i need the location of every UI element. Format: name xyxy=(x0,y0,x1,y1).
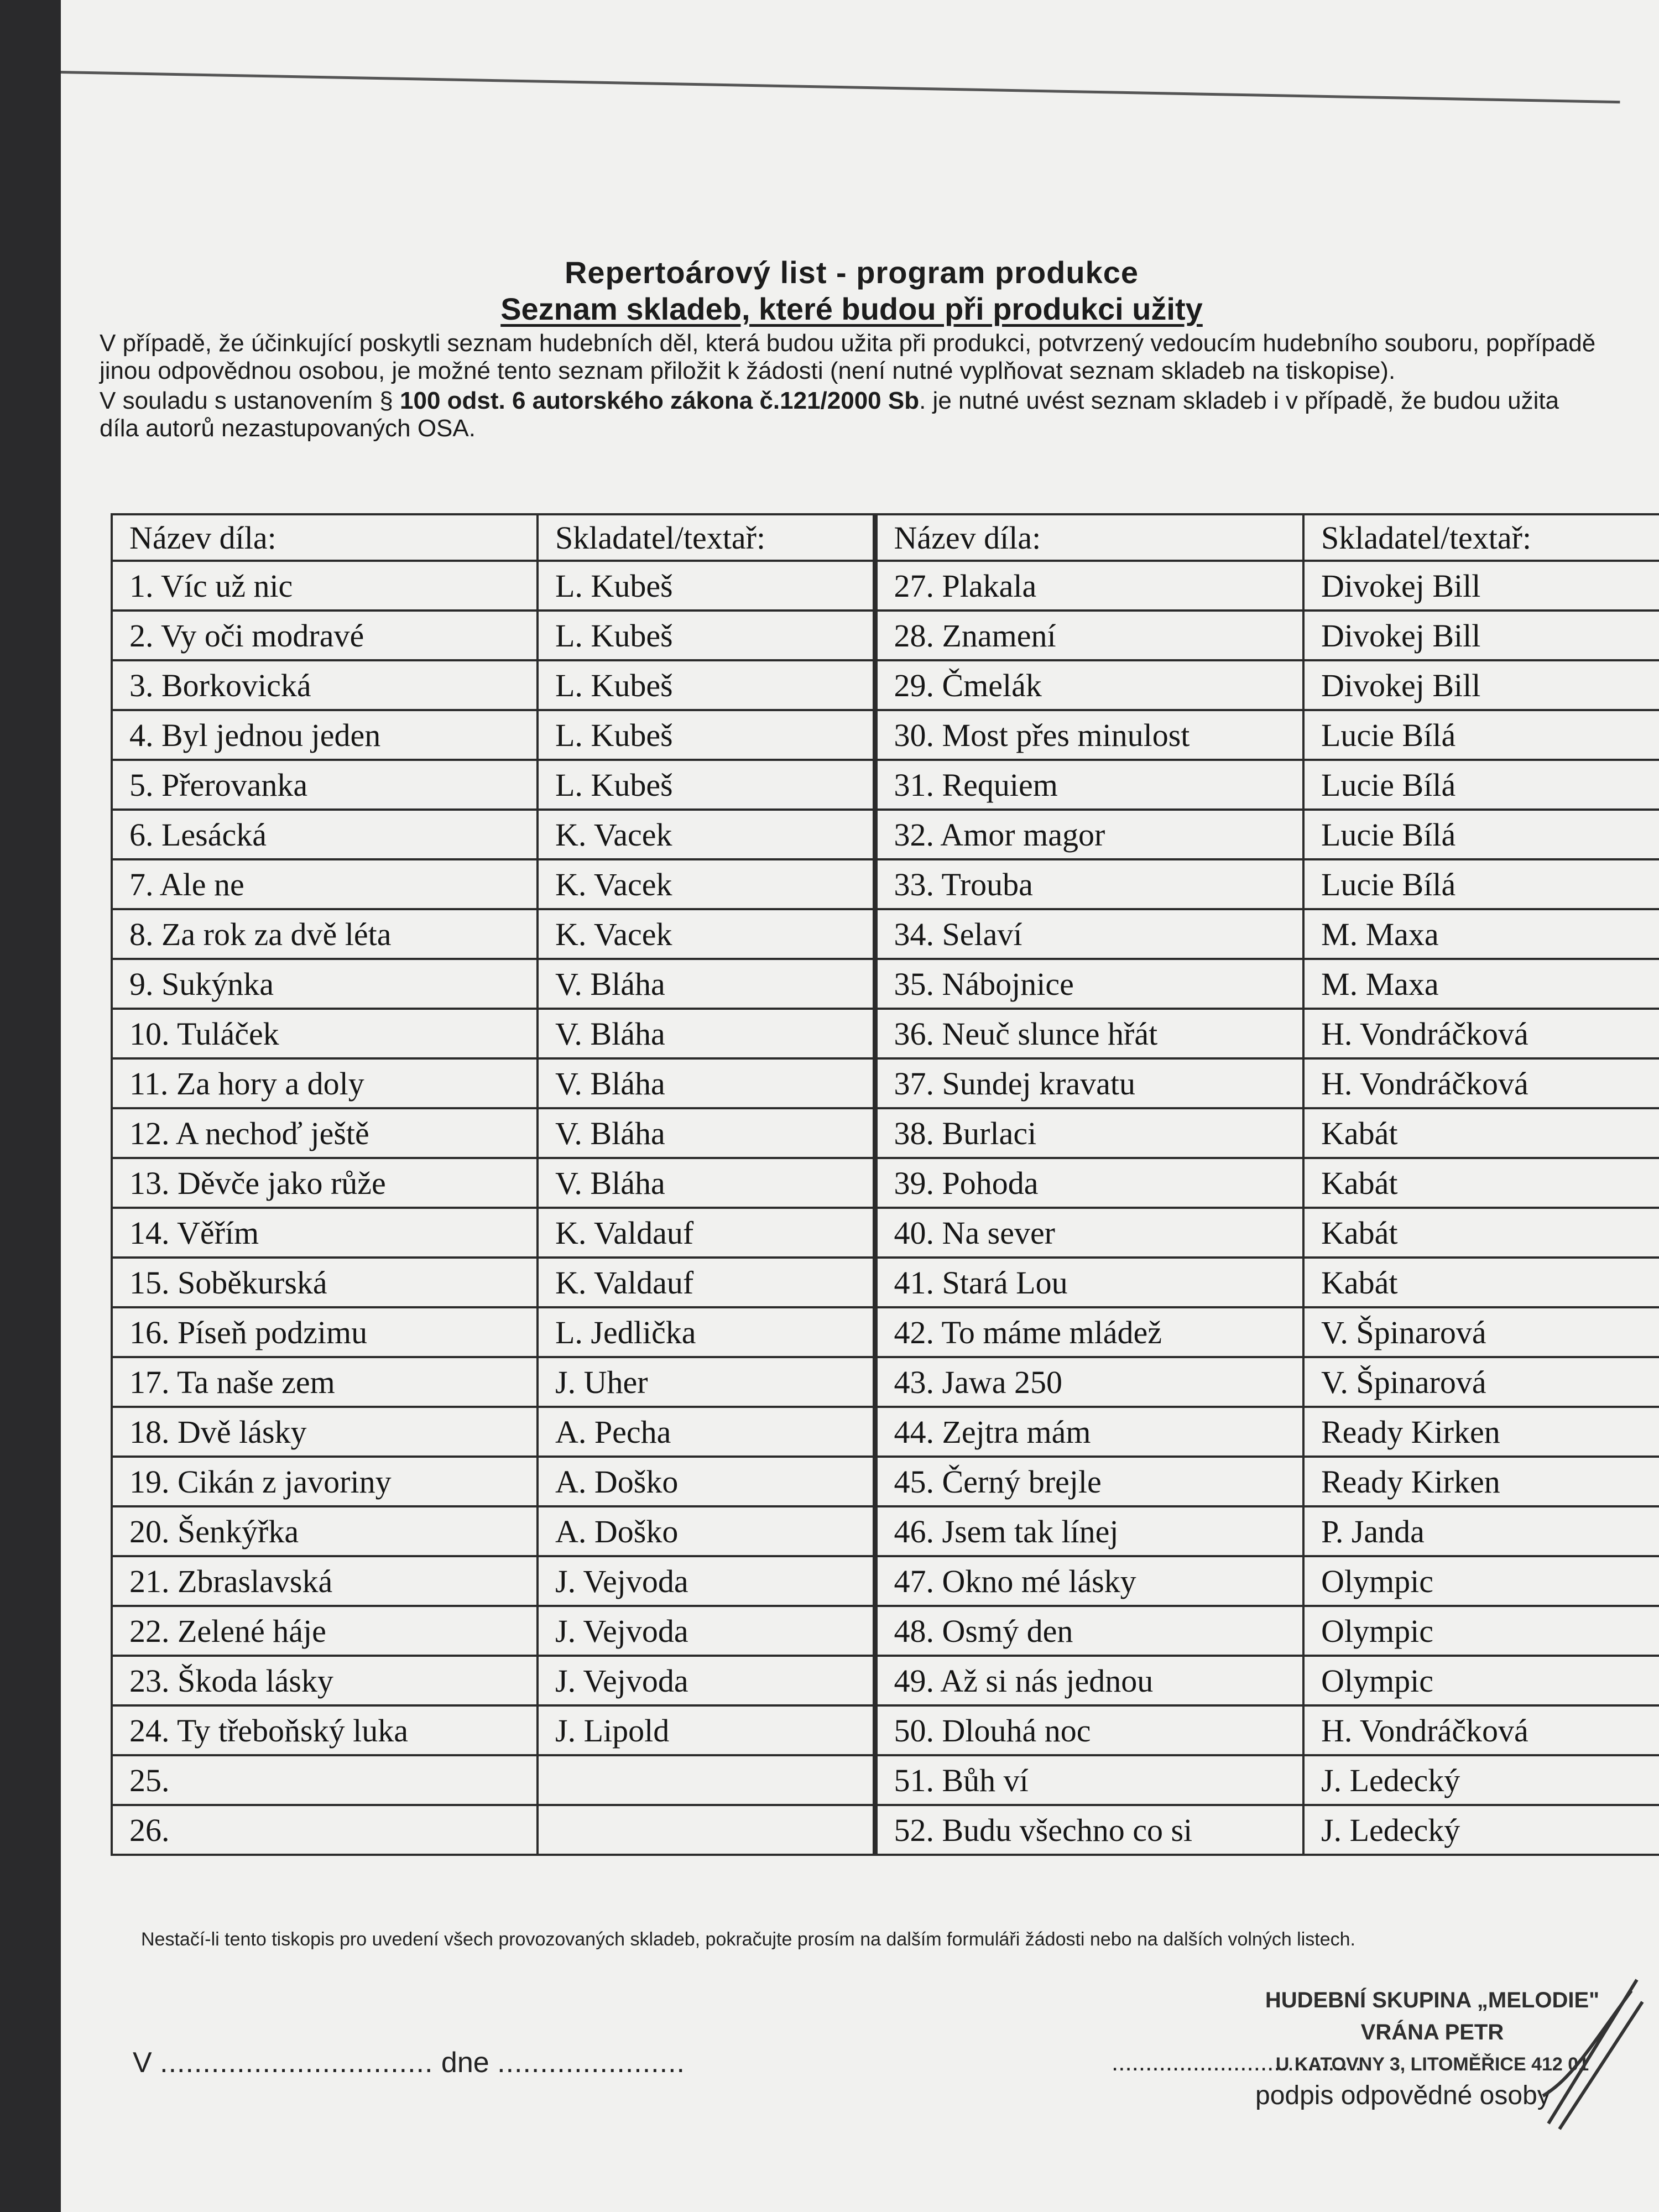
song-title-left: 20. Šenkýřka xyxy=(112,1506,538,1556)
composer-left: J. Vejvoda xyxy=(538,1556,875,1606)
table-row xyxy=(112,660,1659,710)
composer-right: J. Ledecký xyxy=(1303,1805,1659,1855)
composer-right: Divokej Bill xyxy=(1303,660,1659,710)
stamp-person-name: VRÁNA PETR xyxy=(1360,2020,1504,2044)
song-title-right: 31. Requiem xyxy=(875,760,1303,810)
table-row xyxy=(112,1158,1659,1208)
song-title-right: 32. Amor magor xyxy=(875,810,1303,859)
composer-left xyxy=(538,1805,875,1855)
composer-right: Olympic xyxy=(1303,1606,1659,1656)
song-title-right: 39. Pohoda xyxy=(875,1158,1303,1208)
composer-right: Ready Kirken xyxy=(1303,1457,1659,1506)
composer-left: K. Valdauf xyxy=(538,1258,875,1307)
header-composer-left: Skladatel/textař: xyxy=(538,514,875,561)
song-title-left: 7. Ale ne xyxy=(112,859,538,909)
composer-left: A. Pecha xyxy=(538,1407,875,1457)
signature-field[interactable]: ..................................... xyxy=(1112,2049,1362,2076)
composer-right: Ready Kirken xyxy=(1303,1407,1659,1457)
composer-left: A. Doško xyxy=(538,1506,875,1556)
table-row xyxy=(112,1357,1659,1407)
song-title-right: 48. Osmý den xyxy=(875,1606,1303,1656)
header-title-right: Název díla: xyxy=(875,514,1303,561)
law-paragraph xyxy=(100,387,1604,442)
place-date-line xyxy=(133,2046,685,2079)
song-title-right: 45. Černý brejle xyxy=(875,1457,1303,1506)
composer-left: V. Bláha xyxy=(538,1108,875,1158)
repertoire-table xyxy=(111,513,1659,1856)
song-title-left: 2. Vy oči modravé xyxy=(112,611,538,660)
table-row xyxy=(112,1258,1659,1307)
footnote: Nestačí-li tento tiskopis pro uvedení všech provozovaných skladeb, pokračujte prosím na dalším formuláři žádosti nebo na dalších volných listech. xyxy=(141,1929,1355,1950)
composer-right: V. Špinarová xyxy=(1303,1307,1659,1357)
composer-left: L. Kubeš xyxy=(538,561,875,611)
composer-right: V. Špinarová xyxy=(1303,1357,1659,1407)
law-prefix: V souladu s ustanovením § xyxy=(100,387,400,414)
composer-left: K. Vacek xyxy=(538,810,875,859)
song-title-right: 38. Burlaci xyxy=(875,1108,1303,1158)
song-title-right: 29. Čmelák xyxy=(875,660,1303,710)
song-title-left: 17. Ta naše zem xyxy=(112,1357,538,1407)
song-title-right: 47. Okno mé lásky xyxy=(875,1556,1303,1606)
song-title-right: 49. Až si nás jednou xyxy=(875,1656,1303,1705)
table-row xyxy=(112,1307,1659,1357)
table-row xyxy=(112,1656,1659,1705)
composer-right: H. Vondráčková xyxy=(1303,1705,1659,1755)
table-row xyxy=(112,1058,1659,1108)
law-suffix: . je nutné uvést seznam skladeb i v případě, že budou užita díla autorů nezastupovaných OSA. xyxy=(100,387,1559,442)
composer-right: H. Vondráčková xyxy=(1303,1009,1659,1058)
song-title-left: 1. Víc už nic xyxy=(112,561,538,611)
composer-left: L. Kubeš xyxy=(538,611,875,660)
song-title-left: 19. Cikán z javoriny xyxy=(112,1457,538,1506)
table-row xyxy=(112,1108,1659,1158)
table-row xyxy=(112,760,1659,810)
header-title-left: Název díla: xyxy=(112,514,538,561)
song-title-left: 5. Přerovanka xyxy=(112,760,538,810)
composer-left: K. Vacek xyxy=(538,909,875,959)
composer-right: Kabát xyxy=(1303,1258,1659,1307)
form-header xyxy=(100,254,1604,442)
form-subtitle: Seznam skladeb, které budou při produkci užity xyxy=(500,291,1203,326)
song-title-left: 13. Děvče jako růže xyxy=(112,1158,538,1208)
song-title-left: 14. Věřím xyxy=(112,1208,538,1258)
composer-right: M. Maxa xyxy=(1303,959,1659,1009)
song-title-right: 37. Sundej kravatu xyxy=(875,1058,1303,1108)
table-row xyxy=(112,1705,1659,1755)
place-label: V xyxy=(133,2047,152,2079)
composer-left: L. Jedlička xyxy=(538,1307,875,1357)
song-title-left: 15. Soběkurská xyxy=(112,1258,538,1307)
song-title-left: 22. Zelené háje xyxy=(112,1606,538,1656)
header-composer-right: Skladatel/textař: xyxy=(1303,514,1659,561)
song-title-left: 26. xyxy=(112,1805,538,1855)
song-title-left: 6. Lesácká xyxy=(112,810,538,859)
composer-right: Divokej Bill xyxy=(1303,611,1659,660)
table-row xyxy=(112,1556,1659,1606)
composer-left: J. Vejvoda xyxy=(538,1656,875,1705)
song-title-left: 11. Za hory a doly xyxy=(112,1058,538,1108)
table-header-row xyxy=(112,514,1659,561)
handwritten-signature xyxy=(1537,1969,1648,2135)
table-row xyxy=(112,1755,1659,1805)
song-title-left: 25. xyxy=(112,1755,538,1805)
song-title-left: 12. A nechoď ještě xyxy=(112,1108,538,1158)
date-label: dne xyxy=(441,2047,489,2079)
table-row xyxy=(112,1208,1659,1258)
table-row xyxy=(112,561,1659,611)
song-title-right: 50. Dlouhá noc xyxy=(875,1705,1303,1755)
composer-right: J. Ledecký xyxy=(1303,1755,1659,1805)
table-row xyxy=(112,1805,1659,1855)
composer-right: Lucie Bílá xyxy=(1303,810,1659,859)
composer-right: Kabát xyxy=(1303,1208,1659,1258)
song-title-right: 34. Selaví xyxy=(875,909,1303,959)
place-field[interactable]: ................................ xyxy=(160,2047,434,2079)
song-title-left: 21. Zbraslavská xyxy=(112,1556,538,1606)
composer-left: L. Kubeš xyxy=(538,760,875,810)
song-title-right: 27. Plakala xyxy=(875,561,1303,611)
composer-left: K. Valdauf xyxy=(538,1208,875,1258)
composer-left: L. Kubeš xyxy=(538,710,875,760)
song-title-left: 8. Za rok za dvě léta xyxy=(112,909,538,959)
song-title-right: 44. Zejtra mám xyxy=(875,1407,1303,1457)
song-title-left: 3. Borkovická xyxy=(112,660,538,710)
composer-left: K. Vacek xyxy=(538,859,875,909)
song-title-left: 9. Sukýnka xyxy=(112,959,538,1009)
song-title-left: 18. Dvě lásky xyxy=(112,1407,538,1457)
composer-left: J. Uher xyxy=(538,1357,875,1407)
composer-left: V. Bláha xyxy=(538,1158,875,1208)
stamp-band-name: HUDEBNÍ SKUPINA „MELODIE" xyxy=(1265,1988,1600,2012)
song-title-left: 4. Byl jednou jeden xyxy=(112,710,538,760)
song-title-right: 43. Jawa 250 xyxy=(875,1357,1303,1407)
signature-caption: podpis odpovědné osoby xyxy=(1255,2081,1551,2110)
composer-right: Olympic xyxy=(1303,1656,1659,1705)
composer-right: Kabát xyxy=(1303,1158,1659,1208)
table-row xyxy=(112,909,1659,959)
composer-left: A. Doško xyxy=(538,1457,875,1506)
song-title-right: 35. Nábojnice xyxy=(875,959,1303,1009)
composer-right: Divokej Bill xyxy=(1303,561,1659,611)
intro-paragraph: V případě, že účinkující poskytli seznam hudebních děl, která budou užita při produkci, potvrzený vedoucím hudebního souboru, popřípadě jinou odpovědnou osobou, je možné tento seznam přiložit k žádosti (není nutné vyplňovat seznam skladeb na tiskopise). xyxy=(100,330,1596,384)
composer-right: Lucie Bílá xyxy=(1303,710,1659,760)
song-title-left: 10. Tuláček xyxy=(112,1009,538,1058)
table-row xyxy=(112,859,1659,909)
composer-left: L. Kubeš xyxy=(538,660,875,710)
song-title-right: 30. Most přes minulost xyxy=(875,710,1303,760)
form-title: Repertoárový list - program produkce xyxy=(564,255,1139,290)
composer-left: J. Lipold xyxy=(538,1705,875,1755)
composer-left: V. Bláha xyxy=(538,959,875,1009)
song-title-left: 23. Škoda lásky xyxy=(112,1656,538,1705)
song-title-right: 42. To máme mládež xyxy=(875,1307,1303,1357)
song-title-right: 40. Na sever xyxy=(875,1208,1303,1258)
law-reference: 100 odst. 6 autorského zákona č.121/2000 Sb xyxy=(400,387,920,414)
composer-left: V. Bláha xyxy=(538,1058,875,1108)
song-title-right: 51. Bůh ví xyxy=(875,1755,1303,1805)
table-row xyxy=(112,1009,1659,1058)
table-row xyxy=(112,710,1659,760)
composer-left xyxy=(538,1755,875,1805)
composer-right: Olympic xyxy=(1303,1556,1659,1606)
date-field[interactable]: ...................... xyxy=(497,2047,685,2079)
composer-right: Lucie Bílá xyxy=(1303,859,1659,909)
table-row xyxy=(112,1457,1659,1506)
table-row xyxy=(112,1407,1659,1457)
composer-right: H. Vondráčková xyxy=(1303,1058,1659,1108)
composer-right: Lucie Bílá xyxy=(1303,760,1659,810)
table-row xyxy=(112,959,1659,1009)
song-title-left: 16. Píseň podzimu xyxy=(112,1307,538,1357)
stamp-address: U KATOVNY 3, LITOMĚŘICE 412 01 xyxy=(1275,2054,1589,2075)
song-title-left: 24. Ty třeboňský luka xyxy=(112,1705,538,1755)
song-title-right: 46. Jsem tak línej xyxy=(875,1506,1303,1556)
composer-right: M. Maxa xyxy=(1303,909,1659,959)
table-row xyxy=(112,1606,1659,1656)
table-row xyxy=(112,810,1659,859)
table-row xyxy=(112,611,1659,660)
song-title-right: 28. Znamení xyxy=(875,611,1303,660)
composer-right: Kabát xyxy=(1303,1108,1659,1158)
song-title-right: 41. Stará Lou xyxy=(875,1258,1303,1307)
song-title-right: 33. Trouba xyxy=(875,859,1303,909)
composer-right: P. Janda xyxy=(1303,1506,1659,1556)
song-title-right: 52. Budu všechno co si xyxy=(875,1805,1303,1855)
song-title-right: 36. Neuč slunce hřát xyxy=(875,1009,1303,1058)
composer-left: J. Vejvoda xyxy=(538,1606,875,1656)
composer-left: V. Bláha xyxy=(538,1009,875,1058)
table-row xyxy=(112,1506,1659,1556)
